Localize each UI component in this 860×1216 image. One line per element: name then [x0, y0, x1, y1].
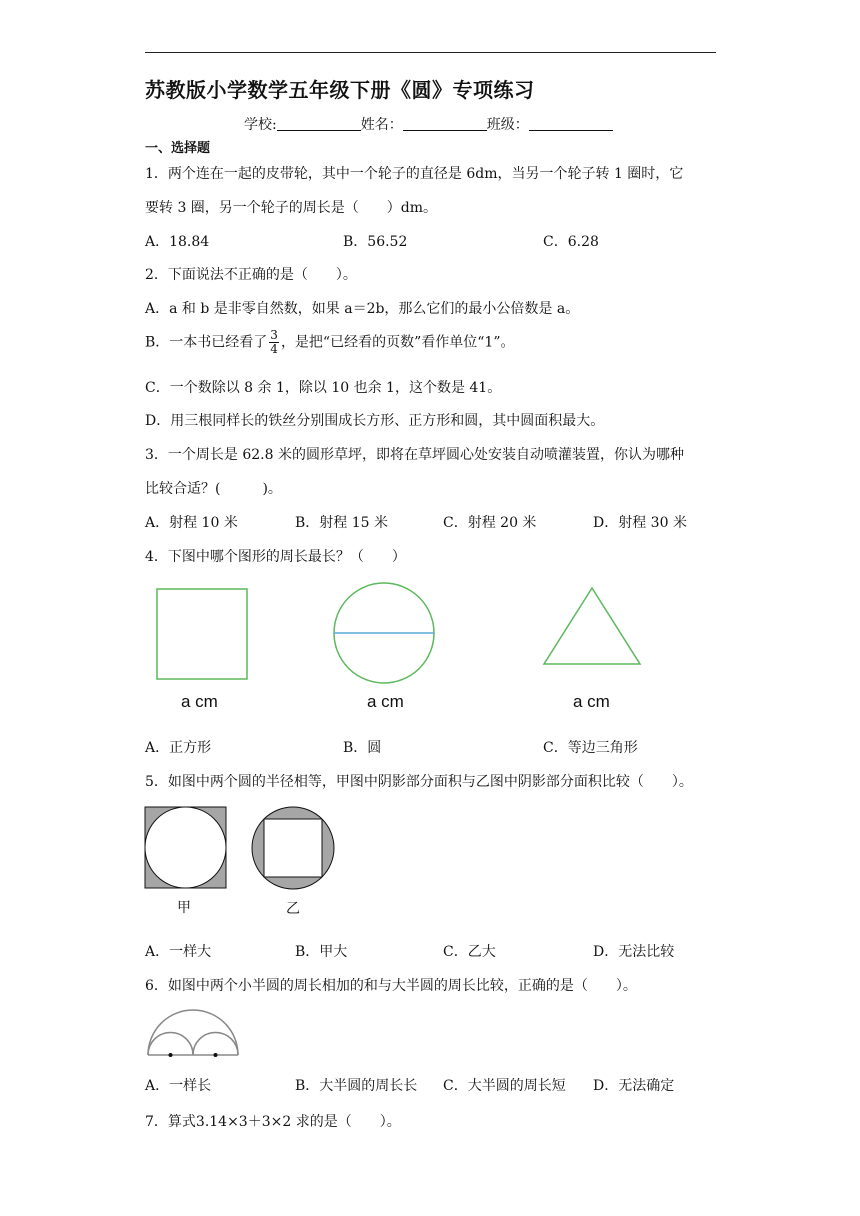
- circle-caption: a cm: [367, 692, 404, 711]
- q4-option-c[interactable]: C．等边三角形: [543, 740, 638, 756]
- q2-option-a[interactable]: A．a 和 b 是非零自然数，如果 a＝2b，那么它们的最小公倍数是 a。: [145, 301, 580, 317]
- q3-option-a[interactable]: A．射程 10 米: [145, 515, 238, 531]
- q3-option-d[interactable]: D．射程 30 米: [593, 515, 687, 531]
- q1-option-b[interactable]: B．56.52: [343, 234, 408, 250]
- center-dot-left: [169, 1053, 173, 1057]
- q2-option-c[interactable]: C．一个数除以 8 余 1，除以 10 也余 1，这个数是 41。: [145, 380, 502, 396]
- q2-option-d[interactable]: D．用三根同样长的铁丝分别围成长方形、正方形和圆，其中圆面积最大。: [145, 413, 605, 429]
- q3-option-c[interactable]: C．射程 20 米: [443, 515, 537, 531]
- fraction-numerator: 3: [270, 328, 278, 342]
- q5-option-d[interactable]: D．无法比较: [593, 944, 675, 960]
- name-label: 姓名：: [360, 117, 403, 133]
- figure-label-yi: 乙: [286, 901, 300, 917]
- q1-line1: 1．两个连在一起的皮带轮，其中一个轮子的直径是 6dm，当另一个轮子转 1 圈时，它: [145, 166, 684, 182]
- q6-option-d[interactable]: D．无法确定: [593, 1078, 675, 1094]
- q3-option-b[interactable]: B．射程 15 米: [295, 515, 389, 531]
- q4-option-a[interactable]: A．正方形: [145, 740, 212, 756]
- class-label: 班级：: [486, 117, 529, 133]
- center-dot-right: [214, 1053, 218, 1057]
- q4-option-b[interactable]: B．圆: [343, 740, 382, 756]
- q1-option-a[interactable]: A．18.84: [145, 234, 210, 250]
- q6-option-c[interactable]: C．大半圆的周长短: [443, 1078, 566, 1094]
- q1-option-c[interactable]: C．6.28: [543, 234, 599, 250]
- q7-stem: 7．算式3.14×3＋3×2 求的是（ ）。: [145, 1114, 401, 1130]
- figure-label-jia: 甲: [177, 900, 191, 916]
- q4-stem: 4．下图中哪个图形的周长最长？（ ）: [145, 549, 406, 565]
- section-heading: 一、选择题: [145, 141, 211, 156]
- q6-option-b[interactable]: B．大半圆的周长长: [295, 1078, 418, 1094]
- q2-stem: 2．下面说法不正确的是（ ）。: [145, 267, 357, 283]
- q5-stem: 5．如图中两个圆的半径相等，甲图中阴影部分面积与乙图中阴影部分面积比较（ ）。: [145, 774, 693, 790]
- q6-option-a[interactable]: A．一样长: [145, 1078, 212, 1094]
- q5-option-a[interactable]: A．一样大: [145, 944, 212, 960]
- q2-option-b-pre: B．一本书已经看了: [145, 334, 268, 351]
- fraction-denominator: 4: [270, 342, 278, 356]
- school-label: 学校:: [244, 117, 277, 133]
- large-semicircle: [148, 1010, 238, 1055]
- q1-line2: 要转 3 圈，另一个轮子的周长是（ ）dm。: [145, 200, 438, 216]
- q2-option-b-post: ，是把“已经看的页数”看作单位“1”。: [280, 334, 515, 351]
- q6-stem: 6．如图中两个小半圆的周长相加的和与大半圆的周长比较，正确的是（ ）。: [145, 978, 637, 994]
- q5-option-c[interactable]: C．乙大: [443, 944, 496, 960]
- triangle-caption: a cm: [573, 692, 610, 711]
- page-title: 苏教版小学数学五年级下册《圆》专项练习: [145, 78, 535, 102]
- square-caption: a cm: [181, 692, 218, 711]
- q3-line1: 3．一个周长是 62.8 米的圆形草坪，即将在草坪圆心处安装自动喷灌装置，你认为哪种: [145, 447, 684, 463]
- small-semicircle-left: [148, 1033, 193, 1056]
- small-semicircle-right: [193, 1033, 238, 1056]
- q5-option-b[interactable]: B．甲大: [295, 944, 348, 960]
- q3-line2: 比较合适？( )。: [145, 481, 282, 497]
